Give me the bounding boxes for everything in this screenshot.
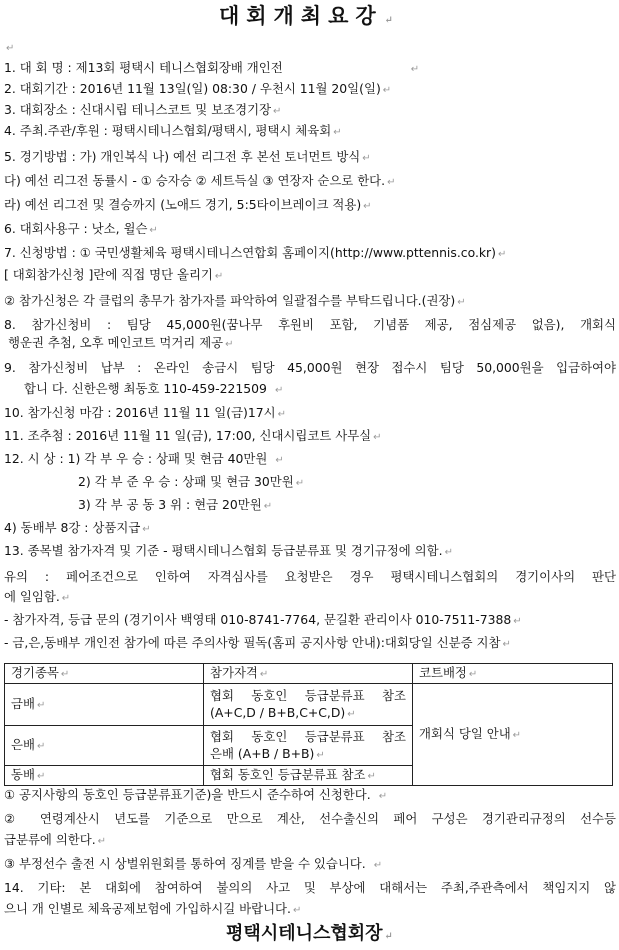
note-insurance [4, 879, 616, 896]
line-text: 2. 대회기간 : 2016년 11월 13일(일) 08:30 / 우천시 11월 20일(일) [4, 81, 381, 96]
paragraph-mark: ↵ [149, 225, 158, 236]
item-entry-fee [4, 316, 616, 333]
header-event: 경기종목 ↵ [5, 664, 204, 684]
line-text: 1. 대 회 명 : 제13회 평택시 테니스협회장배 개인전 [4, 60, 283, 75]
title-text: 대회개최요강 [218, 3, 383, 28]
item-tiebreak-rule [4, 172, 616, 191]
item-no-ad-rule [4, 196, 616, 215]
event-bronze: 동배 ↵ [5, 766, 204, 786]
line-text: 합니 다. 신한은행 최동호 110-459-221509 [24, 381, 267, 396]
qualification-bronze [204, 766, 413, 786]
paragraph-mark: ↵ [498, 249, 507, 260]
item-event-period [4, 80, 616, 99]
note-insurance-cont [4, 900, 616, 919]
line-text: 3. 대회장소 : 신대시립 테니스코트 및 보조경기장 [4, 102, 272, 117]
item-fee-payment-cont [24, 380, 619, 399]
line-text: 다) 예선 리그전 동률시 - ① 승자승 ② 세트득실 ③ 연장자 순으로 한다. [4, 173, 386, 188]
line-text: 12. 시 상 : 1) 각 부 우 승 : 상패 및 현금 40만원 [4, 451, 268, 466]
line-text: 6. 대회사용구 : 낫소, 윌슨 [4, 221, 148, 236]
qualification-detail: (A+C,D / B+B,C+C,D) [210, 704, 346, 720]
item-notice [4, 634, 616, 653]
item-event-name [4, 59, 616, 78]
line-text: ② 참가신청은 각 클럽의 총무가 참가자를 파악하여 일괄접수를 부탁드립니다.(권장) [4, 293, 456, 308]
line-text: 3) 각 부 공 동 3 위 : 현금 20만원 [78, 497, 262, 512]
paragraph-mark: ↵ [97, 836, 107, 847]
paragraph-mark: ↵ [225, 339, 234, 350]
paragraph-mark: ↵ [60, 669, 70, 680]
paragraph-mark: ↵ [367, 771, 376, 782]
item-match-format [4, 148, 616, 167]
paragraph-mark: ↵ [502, 639, 511, 650]
line-text: 4. 주최.주관/후원 : 평택시테니스협회/평택시, 평택시 체육회 [4, 123, 332, 138]
paragraph-mark: ↵ [384, 931, 393, 942]
line-text: ② 연령계산시 년도를 기준으로 만으로 계산, 선수출신의 페어 구성은 경기관리규정의 선수등 [4, 811, 616, 826]
paragraph-mark: ↵ [275, 455, 284, 466]
item-inquiry [4, 611, 616, 630]
item-application-board [4, 266, 616, 285]
item-draw [4, 427, 616, 446]
note-age-calc-cont [4, 831, 616, 850]
paragraph-mark: ↵ [274, 385, 284, 396]
document-signature [0, 921, 619, 950]
item-awards-third [78, 496, 619, 515]
paragraph-mark: ↵ [273, 106, 282, 117]
line-text: 2) 각 부 준 우 승 : 상패 및 현금 30만원 [78, 474, 294, 489]
paragraph-mark: ↵ [410, 64, 420, 75]
line-text: 에 일임함. [4, 589, 60, 604]
table-header-row [5, 664, 613, 684]
line-text: 14. 기타: 본 대회에 참여하여 불의의 사고 및 부상에 대해서는 주최,주관측에서 책임지지 않 [4, 880, 616, 895]
paragraph-mark: ↵ [277, 409, 287, 420]
paragraph-mark: ↵ [61, 593, 71, 604]
document-title [0, 2, 619, 35]
item-organizers [4, 122, 616, 141]
paragraph-mark: ↵ [512, 730, 522, 741]
line-text: - 참가자격, 등급 문의 (경기이사 백영태 010-8741-7764, 문길환 관리이사 010-7511-7388 [4, 612, 512, 627]
line-text: [ 대회참가신청 ]란에 직접 명단 올리기 [4, 267, 213, 282]
item-awards-bronze [4, 519, 616, 538]
paragraph-mark: ↵ [292, 905, 302, 916]
paragraph-mark: ↵ [363, 201, 372, 212]
paragraph-mark: ↵ [142, 524, 151, 535]
paragraph-mark: ↵ [36, 700, 46, 711]
line-text: 유의 : 페어조건으로 인하여 자격심사를 요청받은 경우 평택시테니스협회의 경기이사의 판단 [4, 569, 616, 584]
line-text: 10. 참가신청 마감 : 2016년 11월 11 일(금)17시 [4, 405, 276, 420]
item-club-submission [4, 292, 616, 311]
paragraph-mark: ↵ [36, 771, 46, 782]
line-text: 행운권 추첨, 오후 메인코트 먹거리 제공 [8, 335, 224, 350]
paragraph-mark: ↵ [384, 15, 401, 26]
qualification-silver [204, 726, 413, 766]
court-assignment: 개회식 당일 안내 ↵ [413, 684, 613, 786]
line-text: 으니 개 인별로 체육공제보험에 가입하시길 바랍니다. [4, 901, 291, 916]
item-entry-fee-cont [8, 334, 619, 353]
paragraph-mark: ↵ [333, 127, 342, 138]
paragraph-mark: ↵ [468, 669, 478, 680]
qualification-detail: 은배 (A+B / B+B) [210, 745, 315, 761]
qualification-text: 협회 동호인 등급분류표 참조 [210, 767, 366, 782]
paragraph-mark: ↵ [373, 432, 382, 443]
paragraph-mark: ↵ [513, 616, 522, 627]
table-row [5, 684, 613, 726]
paragraph-mark: ↵ [214, 271, 224, 282]
event-silver: 은배 ↵ [5, 726, 204, 766]
paragraph-mark: ↵ [378, 791, 388, 802]
line-text: 9. 참가신청비 납부 : 온라인 송금시 팀당 45,000원 현장 접수시 팀당 50,000원을 입금하여야 [4, 360, 616, 375]
item-caution [4, 568, 616, 585]
paragraph-mark: ↵ [6, 43, 15, 54]
note-grade-table [4, 786, 616, 805]
header-qualification: 참가자격 ↵ [204, 664, 413, 684]
item-eligibility [4, 542, 616, 561]
paragraph-mark: ↵ [457, 297, 466, 308]
paragraph-mark: ↵ [295, 478, 305, 489]
line-text: 7. 신청방법 : ① 국민생활체육 평택시테니스연합회 홈페이지(http://www.pttennis.co.kr) [4, 245, 496, 260]
signature-text: 평택시테니스협회장 [226, 923, 383, 944]
paragraph-mark: ↵ [316, 749, 325, 761]
item-deadline [4, 404, 616, 423]
line-text: 8. 참가신청비 : 팀당 45,000원(꿈나무 후원비 포함, 기념품 제공, 점심제공 없음), 개회식 [4, 317, 616, 332]
qualification-text: 협회 동호인 등급분류표 참조 [210, 687, 406, 703]
header-court: 코트배정 ↵ [413, 664, 613, 684]
item-fee-payment [4, 359, 616, 376]
note-penalty [4, 855, 616, 874]
item-awards [4, 450, 616, 469]
line-text: ③ 부정선수 출전 시 상벌위원회를 통하여 징계를 받을 수 있습니다. [4, 856, 366, 871]
qualification-gold [204, 684, 413, 726]
paragraph-mark: ↵ [382, 85, 392, 96]
paragraph-mark: ↵ [373, 860, 383, 871]
line-text: - 금,은,동배부 개인전 참가에 따른 주의사항 필독(홈피 공지사항 안내):대회당일 신분증 지참 [4, 635, 501, 650]
paragraph-mark: ↵ [259, 669, 269, 680]
paragraph-mark: ↵ [444, 547, 453, 558]
line-text: 급분류에 의한다. [4, 832, 96, 847]
item-application-method [4, 244, 616, 263]
line-text: 라) 예선 리그전 및 결승까지 (노애드 경기, 5:5타이브레이크 적용) [4, 197, 362, 212]
qualification-text: 협회 동호인 등급분류표 참조 [210, 728, 406, 744]
line-text: 5. 경기방법 : 가) 개인복식 나) 예선 리그전 후 본선 토너먼트 방식 [4, 149, 361, 164]
line-text: 13. 종목별 참가자격 및 기준 - 평택시테니스협회 등급분류표 및 경기규정에 의함. [4, 543, 443, 558]
line-text: ① 공지사항의 동호인 등급분류표기준)을 반드시 준수하여 신청한다. [4, 787, 371, 802]
paragraph-mark: ↵ [362, 153, 371, 164]
item-caution-cont [4, 588, 616, 607]
item-event-venue [4, 101, 616, 120]
paragraph-mark: ↵ [36, 741, 46, 752]
paragraph-mark: ↵ [263, 501, 273, 512]
event-gold: 금배 ↵ [5, 684, 204, 726]
blank-line [4, 38, 616, 57]
note-age-calc [4, 810, 616, 827]
eligibility-table [4, 663, 613, 786]
item-awards-second [78, 473, 619, 492]
line-text: 4) 동배부 8강 : 상품지급 [4, 520, 141, 535]
paragraph-mark: ↵ [347, 708, 356, 720]
item-balls [4, 220, 616, 239]
line-text: 11. 조추첨 : 2016년 11월 11 일(금), 17:00, 신대시립코트 사무실 [4, 428, 372, 443]
paragraph-mark: ↵ [387, 177, 396, 188]
